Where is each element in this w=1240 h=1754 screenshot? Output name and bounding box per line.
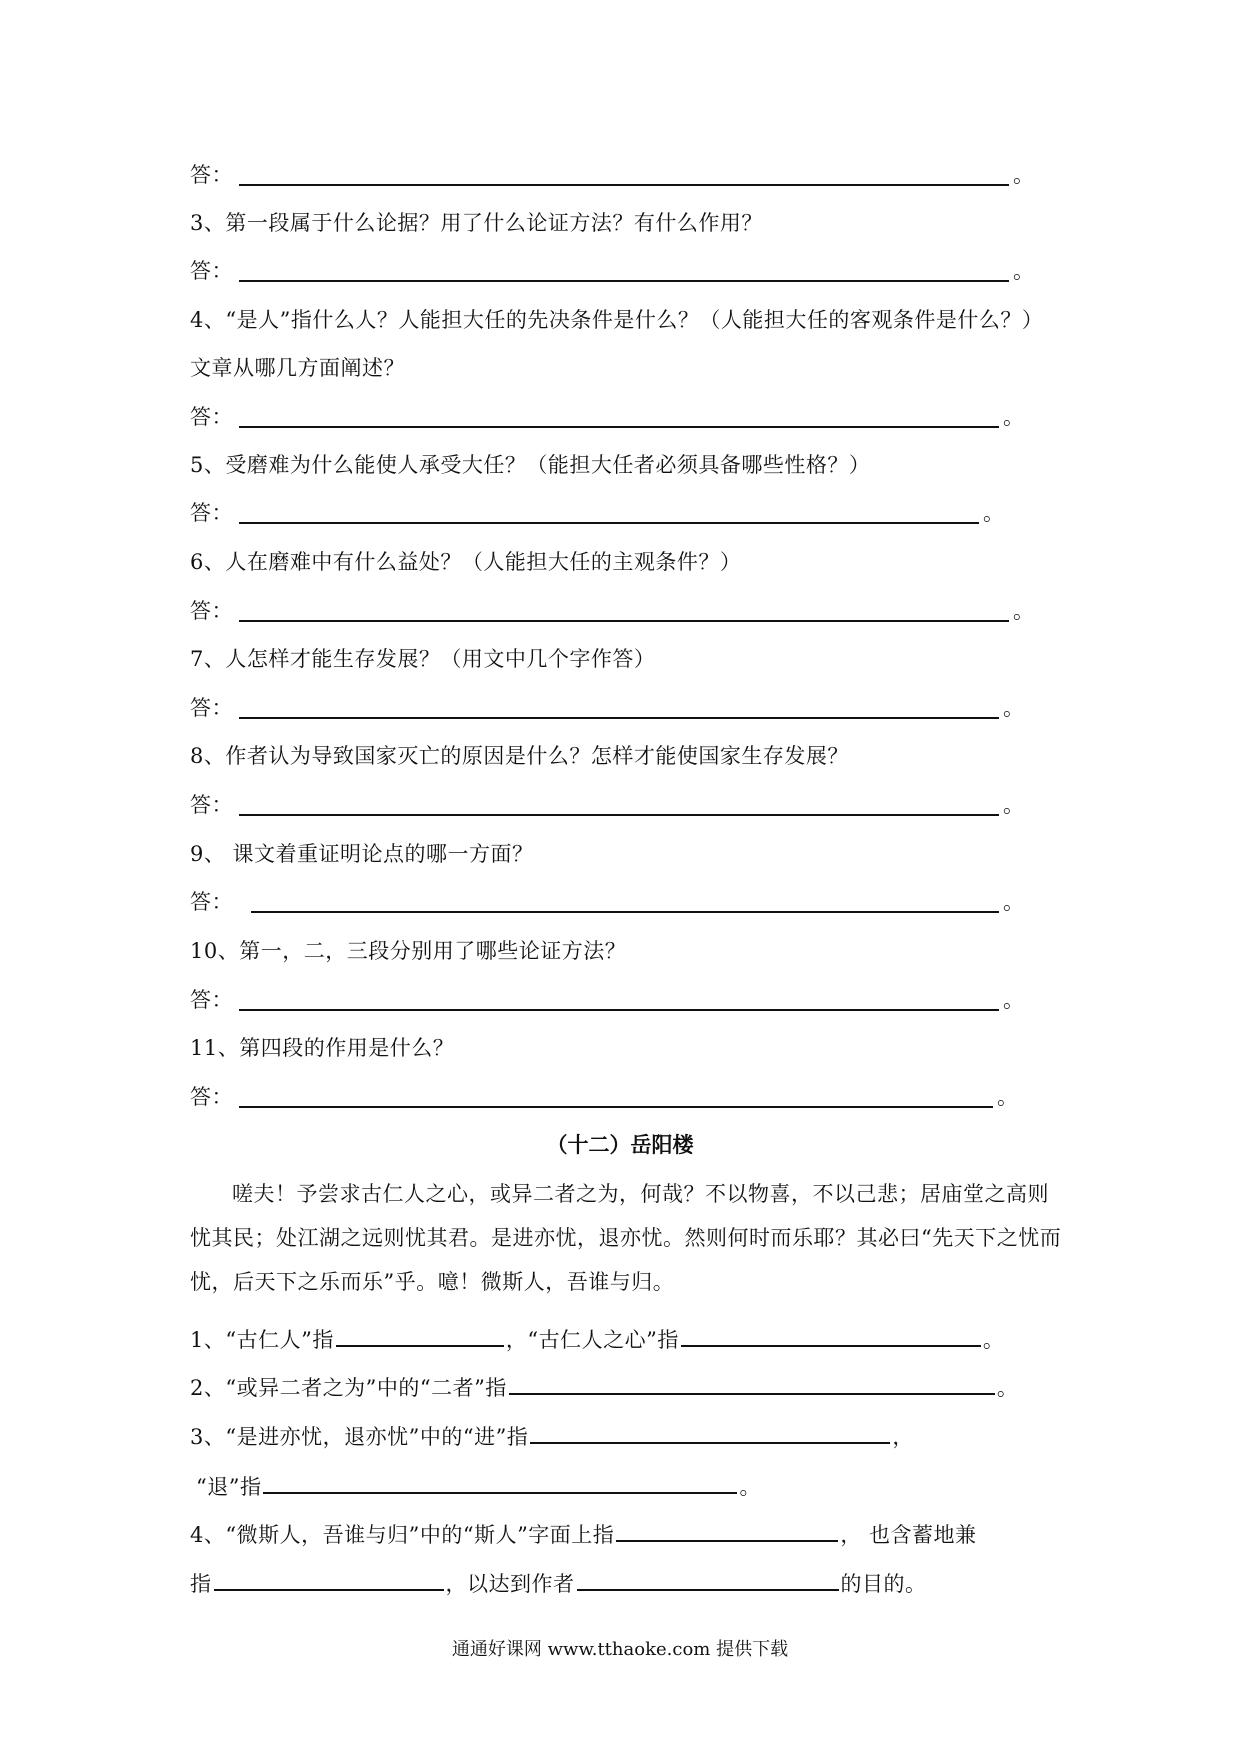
passage-text: 嗟夫！予尝求古仁人之心，或异二者之为，何哉？不以物喜，不以己悲；居庙堂之高则忧其民；处江湖之远则忧其君。是进亦忧，退亦忧。然则何时而乐耶？其必曰“先天下之忧而忧，后天下之乐而乐”乎。噫！微斯人，吾谁与归。 bbox=[190, 1182, 1062, 1294]
s12-question-3-cont: “退”指 。 bbox=[196, 1470, 1070, 1502]
s12-question-4-cont: 指 ，以达到作者 的目的。 bbox=[190, 1567, 1070, 1599]
answer-blank[interactable] bbox=[239, 500, 979, 524]
fill-blank[interactable] bbox=[681, 1323, 981, 1347]
question-4-cont: 文章从哪几方面阐述？ bbox=[190, 356, 405, 380]
question-7: 7、人怎样才能生存发展？（用文中几个字作答） bbox=[190, 647, 656, 671]
fill-blank[interactable] bbox=[577, 1567, 839, 1591]
answer-line: 答： 。 bbox=[190, 259, 1035, 283]
answer-line: 答： 。 bbox=[190, 1085, 1019, 1109]
question-9: 9、 课文着重证明论点的哪一方面？ bbox=[190, 842, 534, 866]
page-footer: 通通好课网 www.tthaoke.com 提供下载 bbox=[451, 1639, 789, 1660]
answer-line: 答： 。 bbox=[190, 696, 1025, 720]
question-5: 5、受磨难为什么能使人承受大任？（能担大任者必须具备哪些性格？） bbox=[190, 453, 871, 477]
answer-line: 答： 。 bbox=[190, 890, 1025, 914]
answer-blank[interactable] bbox=[239, 1084, 993, 1108]
answer-line: 答： 。 bbox=[190, 599, 1035, 623]
answer-blank[interactable] bbox=[239, 258, 1009, 282]
answer-line bbox=[190, 160, 1070, 190]
question-4: 4、“是人”指什么人？人能担大任的先决条件是什么？（人能担大任的客观条件是什么？） bbox=[190, 308, 1044, 332]
question-8: 8、作者认为导致国家灭亡的原因是什么？怎样才能使国家生存发展？ bbox=[190, 744, 849, 768]
fill-blank[interactable] bbox=[263, 1470, 737, 1494]
fill-blank[interactable] bbox=[509, 1371, 995, 1395]
answer-line: 答： 。 bbox=[190, 501, 1005, 525]
answer-blank[interactable] bbox=[239, 162, 1009, 186]
s12-question-3: 3、“是进亦忧，退亦忧”中的“进”指 ， bbox=[190, 1420, 1070, 1452]
answer-blank[interactable] bbox=[239, 792, 999, 816]
answer-line: 答： 。 bbox=[190, 405, 1025, 429]
answer-line: 答： 。 bbox=[190, 988, 1025, 1012]
answer-blank[interactable] bbox=[239, 987, 999, 1011]
answer-line: 答： 。 bbox=[190, 793, 1025, 817]
s12-question-4: 4、“微斯人，吾谁与归”中的“斯人”字面上指 ， 也含蓄地兼 bbox=[190, 1518, 1070, 1550]
section-title: （十二）岳阳楼 bbox=[546, 1133, 694, 1157]
answer-blank[interactable] bbox=[251, 889, 999, 913]
question-10: 10、第一，二，三段分别用了哪些论证方法？ bbox=[190, 939, 627, 963]
fill-blank[interactable] bbox=[616, 1518, 838, 1542]
end-mark: 。 bbox=[1013, 163, 1035, 187]
answer-blank[interactable] bbox=[239, 695, 999, 719]
question-3: 3、第一段属于什么论据？用了什么论证方法？有什么作用？ bbox=[190, 211, 763, 235]
s12-question-2: 2、“或异二者之为”中的“二者”指 。 bbox=[190, 1371, 1070, 1403]
question-6: 6、人在磨难中有什么益处？（人能担大任的主观条件？） bbox=[190, 550, 742, 574]
fill-blank[interactable] bbox=[214, 1567, 444, 1591]
answer-label: 答： bbox=[190, 163, 233, 187]
fill-blank[interactable] bbox=[336, 1323, 504, 1347]
fill-blank[interactable] bbox=[530, 1420, 890, 1444]
passage bbox=[190, 1172, 1070, 1304]
s12-question-1: 1、“古仁人”指 ，“古仁人之心”指 。 bbox=[190, 1323, 1070, 1355]
question-11: 11、第四段的作用是什么？ bbox=[190, 1036, 455, 1060]
answer-blank[interactable] bbox=[239, 404, 999, 428]
answer-blank[interactable] bbox=[239, 598, 1009, 622]
